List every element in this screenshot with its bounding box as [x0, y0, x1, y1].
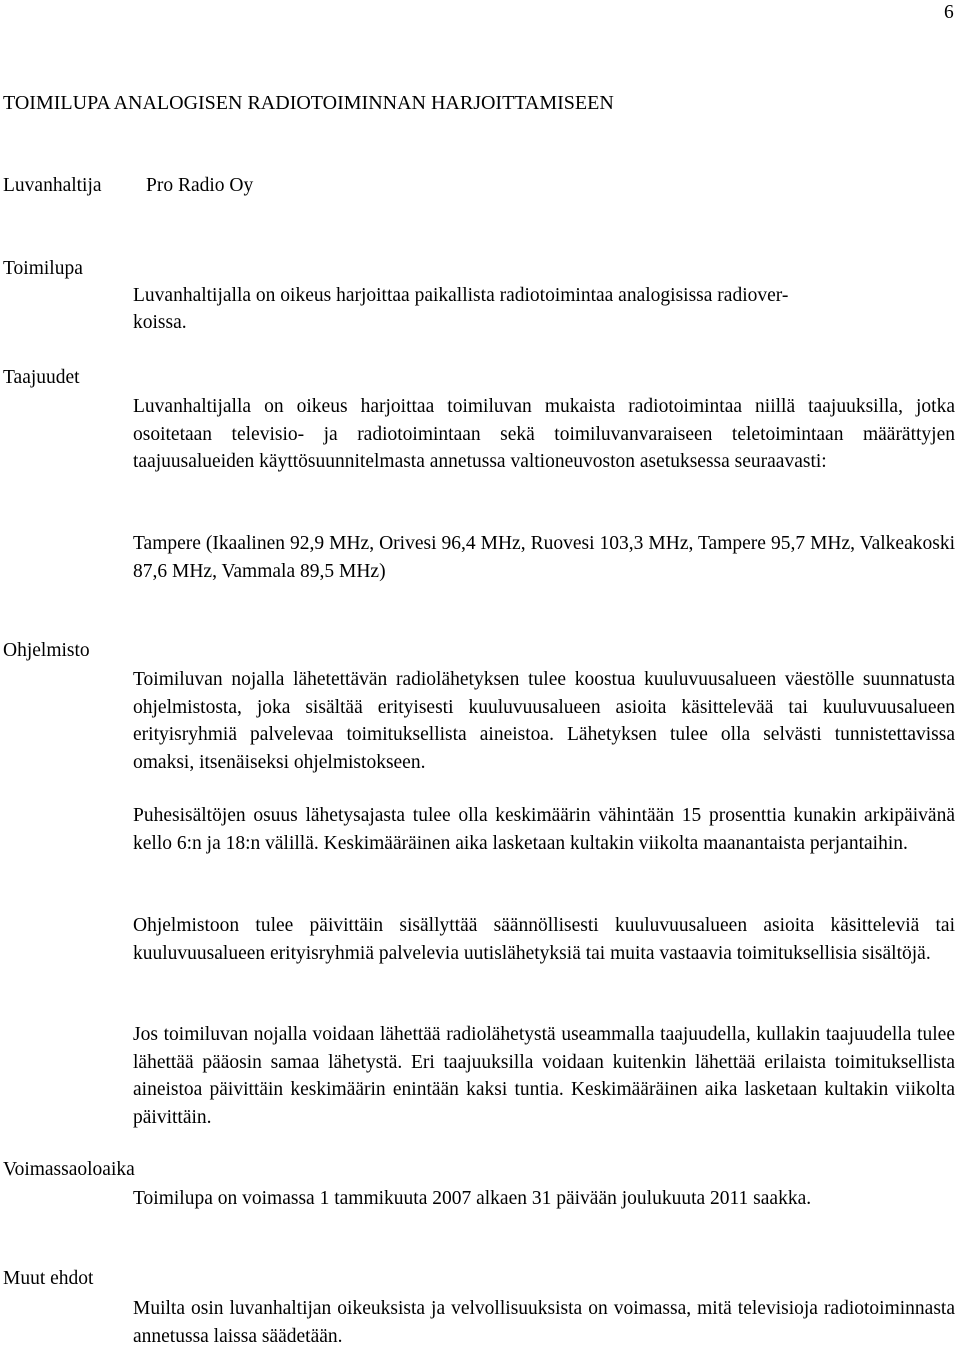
- licensee-value: Pro Radio Oy: [146, 175, 254, 196]
- other-terms-text: Muilta osin luvanhaltijan oikeuksista ja velvollisuuksista on voimassa, mitä televisioja radiotoiminnasta annetussa laissa säädetään.: [133, 1298, 955, 1347]
- programming-paragraph-4: Jos toimiluvan nojalla voidaan lähettää radiolähetystä useammalla taajuudella, kullakin taajuudella tulee lähettää pääosin samaa lähetystä. Eri taajuuksilla voidaan kuitenkin lähettää erilaista toimituksellista aineistoa päivittäin keskimäärin enintään kaksi tuntia. Keskimääräinen aika lasketaan kultakin viikolta päivittäin.: [133, 1024, 955, 1128]
- frequencies-label: Taajuudet: [3, 367, 80, 388]
- programming-paragraph-2: Puhesisältöjen osuus lähetysajasta tulee olla keskimäärin vähintään 15 prosenttia kunakin arkipäivänä kello 6:n ja 18:n välillä. Keskimääräinen aika lasketaan kultakin viikolta maanantaista perjantaihin.: [133, 805, 955, 854]
- frequencies-paragraph: Luvanhaltijalla on oikeus harjoittaa toimiluvan mukaista radiotoimintaa niillä taajuuksilla, jotka osoitetaan televisio- ja radiotoimintaan sekä toimiluvanvaraiseen teletoimintaan määrättyjen taajuusalueiden käyttösuunnitelmasta annetussa valtioneuvoston asetuksessa seuraavasti:: [133, 396, 955, 472]
- validity-label: Voimassaoloaika: [3, 1159, 135, 1180]
- page-number: 6: [944, 2, 954, 23]
- document-title: TOIMILUPA ANALOGISEN RADIOTOIMINNAN HARJOITTAMISEEN: [3, 92, 614, 114]
- programming-paragraph-3: Ohjelmistoon tulee päivittäin sisällyttää säännöllisesti kuuluvuusalueen asioita käsitteleviä tai kuuluvuusalueen erityisryhmiä palvelevia uutislähetyksiä tai muita vastaavia toimituksellisia sisältöjä.: [133, 915, 955, 964]
- license-label: Toimilupa: [3, 258, 83, 279]
- programming-label: Ohjelmisto: [3, 640, 90, 661]
- licensee-label: Luvanhaltija: [3, 175, 102, 196]
- validity-text: Toimilupa on voimassa 1 tammikuuta 2007 alkaen 31 päivään joulukuuta 2011 saakka.: [133, 1188, 812, 1209]
- license-line-1: Luvanhaltijalla on oikeus harjoittaa paikallista radiotoimintaa analogisissa radiover-: [133, 285, 789, 306]
- other-terms-label: Muut ehdot: [3, 1268, 94, 1289]
- programming-paragraph-1: Toimiluvan nojalla lähetettävän radiolähetyksen tulee koostua kuuluvuusalueen väestölle suunnatusta ohjelmistosta, joka sisältää erityisesti kuuluvuusalueen asioita käsittelevää tai kuuluvuusalueen erityisryhmiä palvelevaa toimituksellista aineistoa. Lähetyksen tulee olla selvästi tunnistettavissa omaksi, itsenäiseksi ohjelmistokseen.: [133, 669, 955, 773]
- license-line-2: koissa.: [133, 312, 187, 333]
- frequencies-list: Tampere (Ikaalinen 92,9 MHz, Orivesi 96,4 MHz, Ruovesi 103,3 MHz, Tampere 95,7 MHz, Valkeakoski 87,6 MHz, Vammala 89,5 MHz): [133, 533, 955, 582]
